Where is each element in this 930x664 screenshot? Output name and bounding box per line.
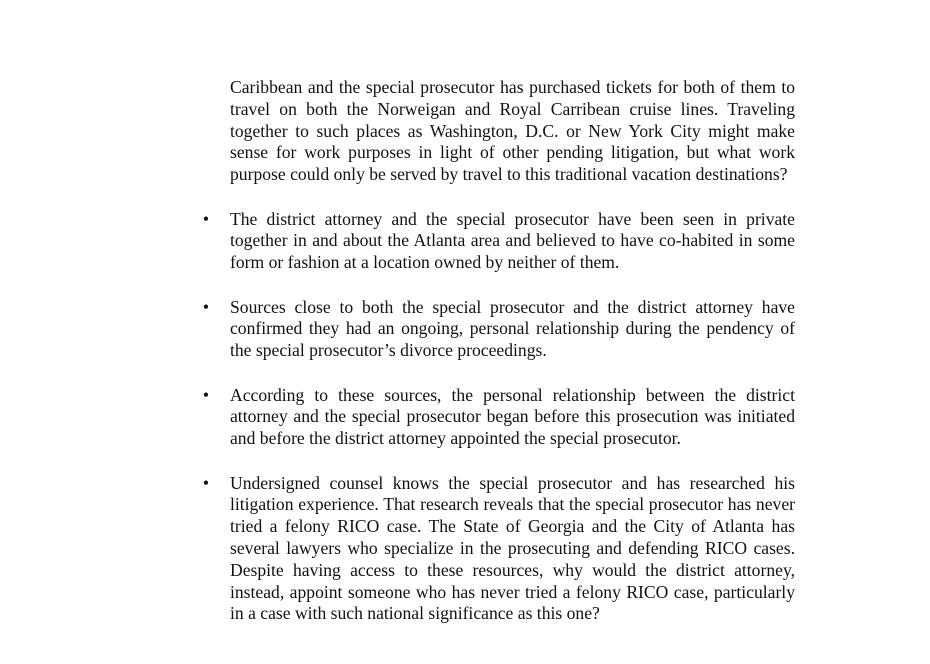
paragraph-spacer	[230, 362, 795, 385]
bullet-item-4	[202, 472, 795, 626]
bullet-icon: •	[202, 208, 210, 229]
bullet-icon: •	[202, 384, 210, 405]
continuation-paragraph: Caribbean and the special prosecutor has purchased tickets for both of them to travel on both the Norweigan and Royal Carribean cruise lines. Traveling together to such places as Washington, D.C. or New York City might make sense for work purposes in light of other pending litigation, but what work purpose could only be served by travel to this traditional vacation destinations?	[230, 77, 795, 185]
bullet-item-3	[202, 384, 795, 450]
bullet-text: Sources close to both the special prosecutor and the district attorney have confirmed they had an ongoing, personal relationship during the pendency of the special prosecutor’s divorce proceedings.	[230, 296, 795, 361]
bullet-item-2	[202, 296, 795, 362]
bullet-icon: •	[202, 296, 210, 317]
bullet-text: Undersigned counsel knows the special prosecutor and has researched his litigation experience. That research reveals that the special prosecutor has never tried a felony RICO case. The State of Georgia and the City of Atlanta has several lawyers who specialize in the prosecuting and defending RICO cases. Despite having access to these resources, why would the district attorney, instead, appoint someone who has never tried a felony RICO case, particularly in a case with such national significance as this one?	[230, 472, 795, 624]
paragraph-spacer	[230, 274, 795, 297]
bullet-text: The district attorney and the special prosecutor have been seen in private together in and about the Atlanta area and believed to have co-habited in some form or fashion at a location owned by neither of them.	[230, 208, 795, 273]
bullet-text: According to these sources, the personal relationship between the district attorney and the special prosecutor began before this prosecution was initiated and before the district attorney appointed the special prosecutor.	[230, 384, 795, 449]
document-body	[202, 77, 795, 625]
bullet-item-1	[202, 208, 795, 274]
paragraph-spacer	[230, 450, 795, 473]
bullet-icon: •	[202, 472, 210, 493]
paragraph-spacer	[230, 186, 795, 209]
